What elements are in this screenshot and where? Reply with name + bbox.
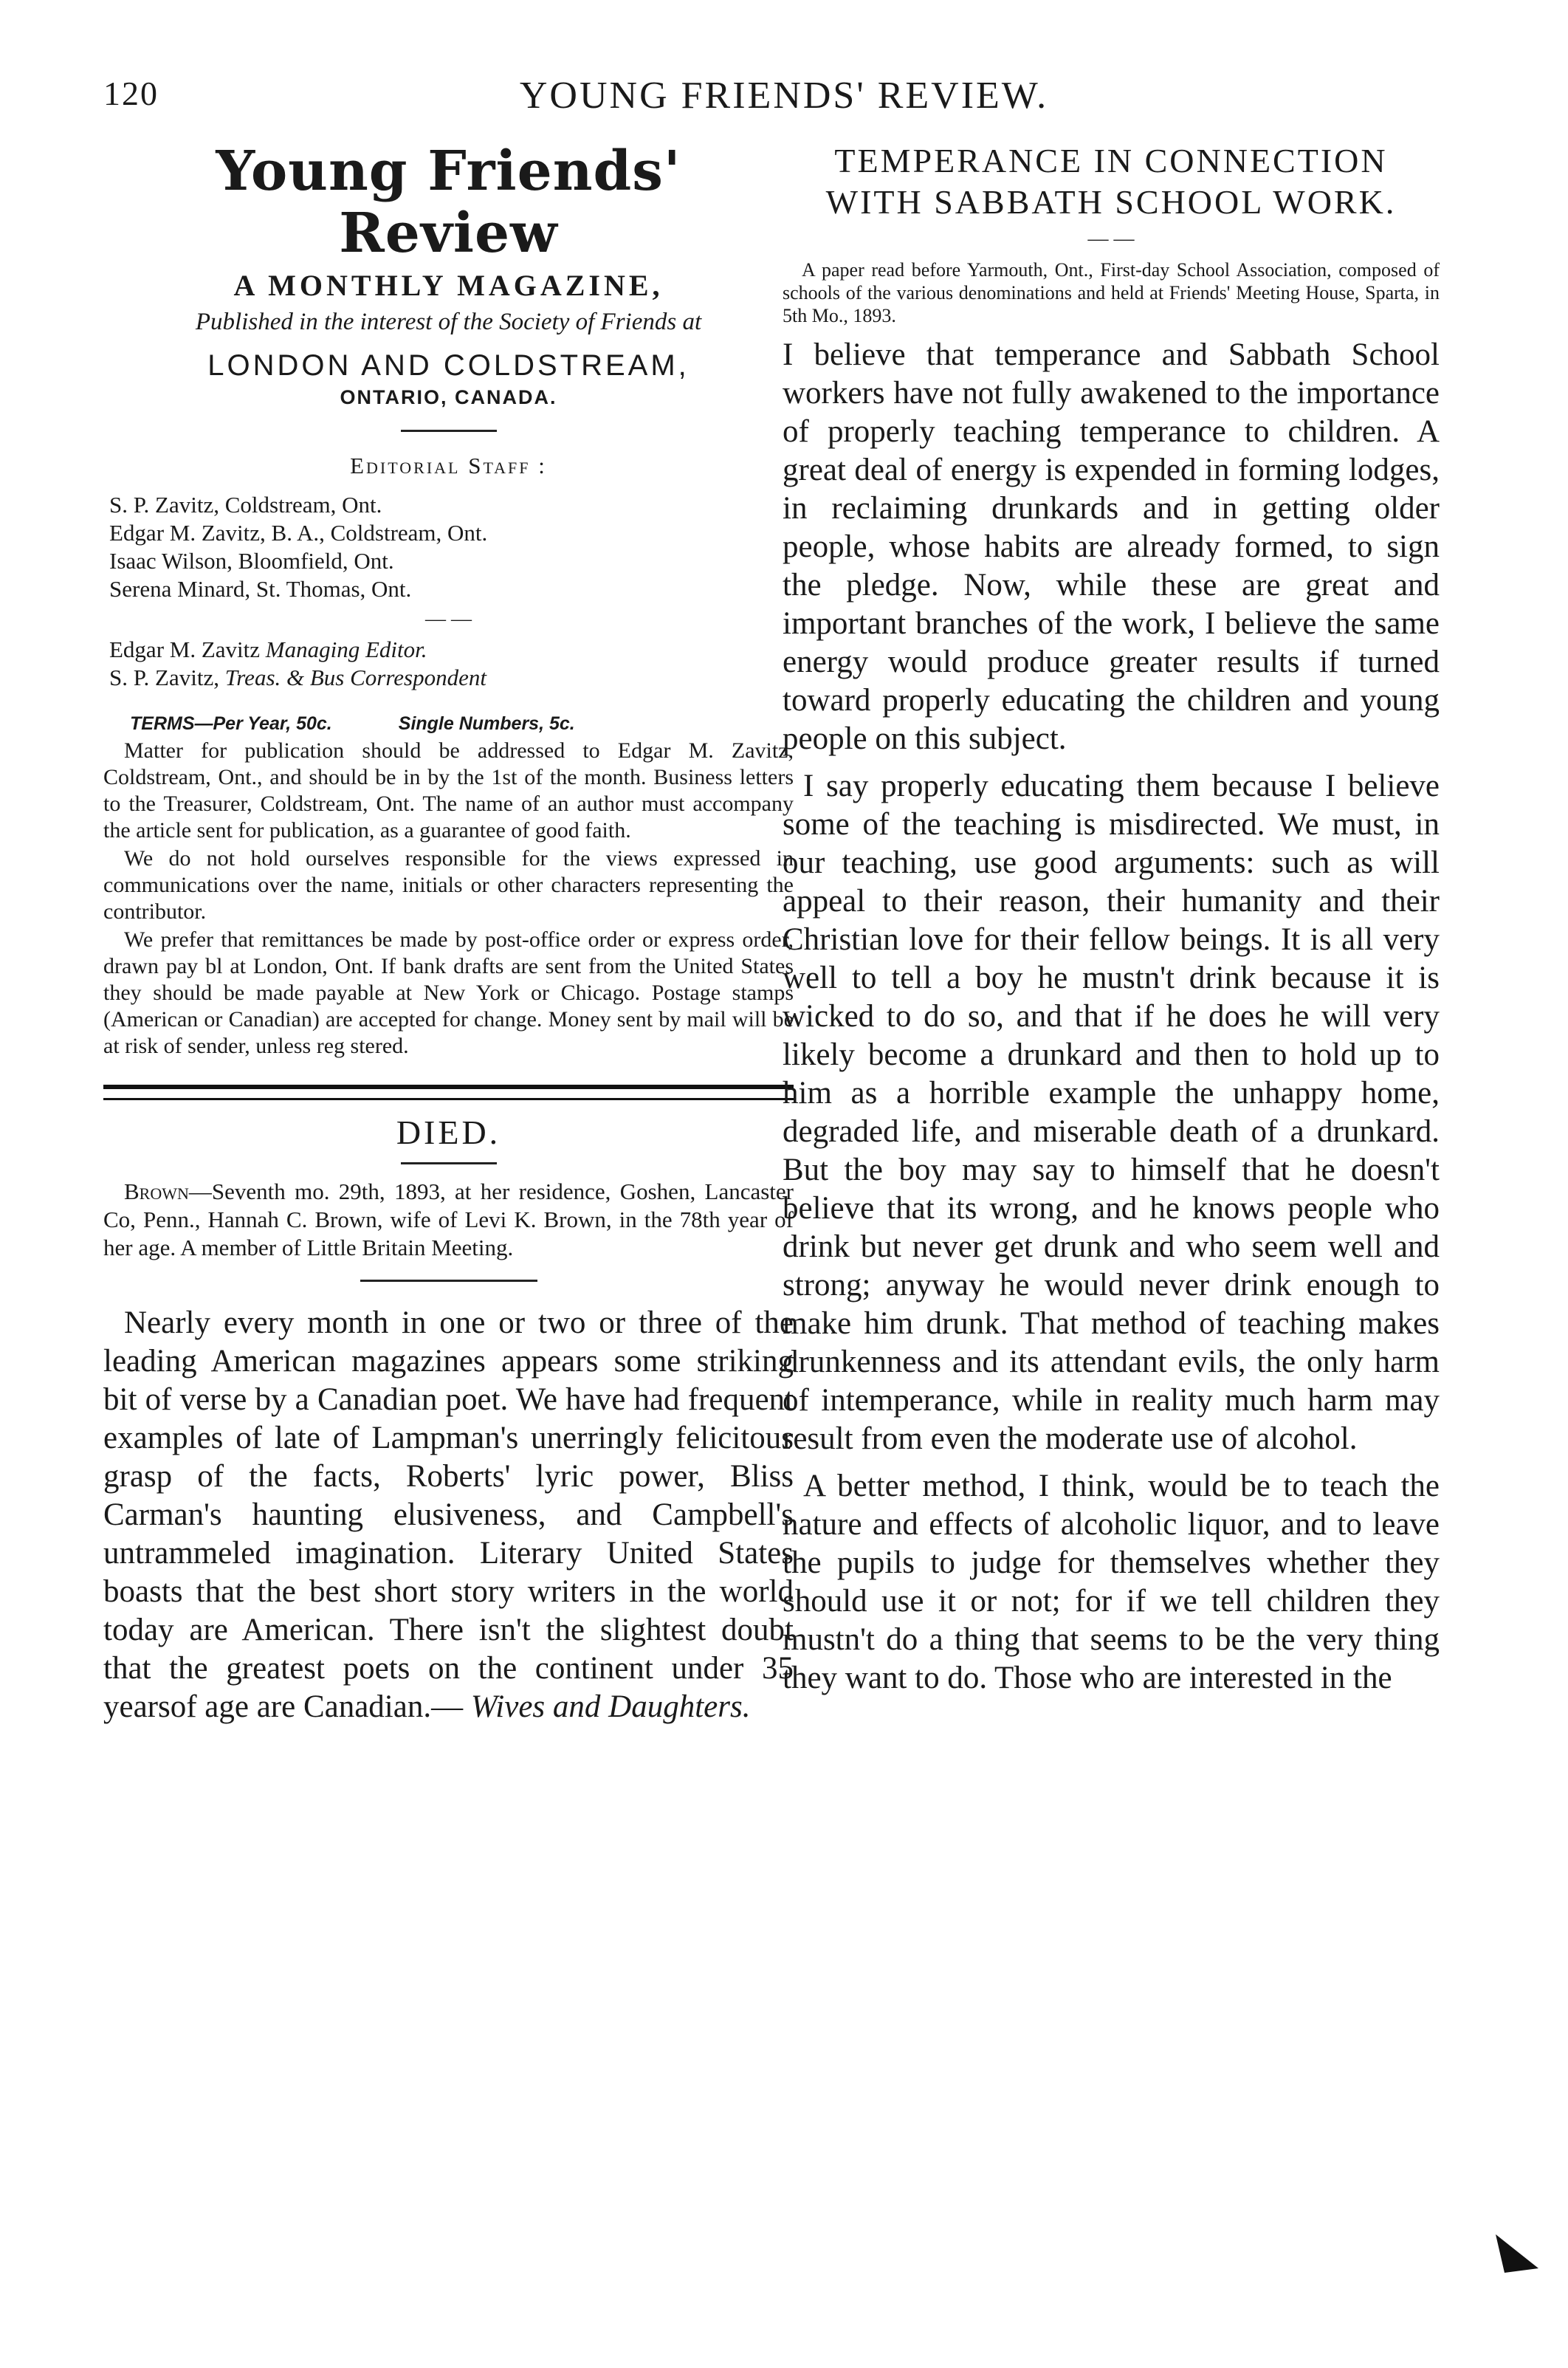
- masthead-title: Young Friends' Review: [216, 140, 681, 265]
- article-paragraph: I believe that temperance and Sabbath School workers have not fully awakened to the importance of properly teaching temperance to children. A great deal of energy is expended in forming lodges, in reclaiming drunkards and in getting older people, whose habits are already formed, to sign the pledge. Now, while these are great and important branches of the work, I believe the same energy would produce greater results if turned toward properly educating the children and young people on this subject.: [783, 337, 1440, 756]
- terms-single: Single Numbers, 5c.: [398, 713, 575, 734]
- treasurer-role: Treas. & Bus Correspondent: [224, 665, 486, 690]
- staff-member: Serena Minard, St. Thomas, Ont.: [109, 576, 412, 602]
- masthead-published: Published in the interest of the Society of Friends at: [195, 309, 702, 335]
- article-title: TEMPERANCE IN CONNECTION WITH SABBATH SCHOOL WORK.: [825, 142, 1397, 221]
- died-notice: [103, 1178, 794, 1262]
- article-source: Wives and Daughters.: [470, 1689, 751, 1724]
- staff-heading: Editorial Staff :: [350, 453, 547, 478]
- separator: — —: [425, 608, 472, 631]
- divider: [360, 1280, 537, 1282]
- article-paragraph: I say properly educating them because I believe some of the teaching is misdirected. We must, in our teaching, use good arguments: such as will appeal to their reason, their humanity and their Christian love for their fellow beings. It is all very well to tell a boy he mustn't drink because it is wicked to do so, and that if he does he will very likely become a drunkard and then to hold up to him as a horrible example the unhappy home, degraded life, and miserable death of a drunkard. But the boy may say to himself that he doesn't believe that its wrong, and he knows people who drink but never get drunk and who seem well and strong; anyway he would never drink enough to make him drunk. That method of teaching makes drunkenness and its attendant evils, the only harm of intemperance, while in reality much harm may result from even the moderate use of alcohol.: [783, 769, 1440, 1456]
- article-text: Nearly every month in one or two or three of the leading American magazines appears some striking bit of verse by a Canadian poet. We have had frequent examples of late of Lampman's unerringly felicitous grasp of the facts, Roberts' lyric power, Bliss Carman's haunting elusiveness, and Campbell's untrammeled imagination. Literary United States boasts that the best short story writers in the world today are American. There isn't the slightest doubt that the greatest poets on the continent under 35 yearsof age are Canadian.—: [103, 1305, 794, 1724]
- left-column: [103, 140, 794, 1726]
- managing-editor-name: Edgar M. Zavitz: [109, 636, 261, 662]
- page-turn-arrow-icon: [1491, 2230, 1543, 2282]
- terms-per-year: TERMS—Per Year, 50c.: [130, 713, 332, 734]
- notice-paragraph: We do not hold ourselves responsible for the views expressed in communications over the name, initials or other characters representing the contributor.: [103, 846, 794, 924]
- article-intro: A paper read before Yarmouth, Ont., First-day School Association, composed of schools of the various denominations and held at Friends' Meeting House, Sparta, in 5th Mo., 1893.: [783, 259, 1440, 326]
- died-name: Brown: [124, 1178, 189, 1204]
- staff-member: Isaac Wilson, Bloomfield, Ont.: [109, 548, 394, 574]
- managing-editor: [103, 636, 794, 664]
- notice-paragraph: Matter for publication should be addressed to Edgar M. Zavitz, Coldstream, Ont., and should be in by the 1st of the month. Business letters to the Treasurer, Coldstream, Ont. The name of an author must accompany the article sent for publication, as a guarantee of good faith.: [103, 738, 794, 842]
- right-column: [783, 140, 1440, 1698]
- terms: [103, 711, 794, 736]
- notice-paragraph: We prefer that remittances be made by post-office order or express order, drawn pay bl at London, Ont. If bank drafts are sent from the United States they should be made payable at New York or Chicago. Postage stamps (American or Canadian) are accepted for change. Money sent by mail will be at risk of sender, unless reg stered.: [103, 927, 794, 1058]
- separator: — —: [1087, 227, 1135, 250]
- staff-member: Edgar M. Zavitz, B. A., Coldstream, Ont.: [109, 520, 488, 546]
- staff-member: S. P. Zavitz, Coldstream, Ont.: [109, 492, 382, 518]
- double-rule: [103, 1085, 794, 1100]
- died-heading: DIED.: [396, 1113, 501, 1151]
- article-paragraph: A better method, I think, would be to teach the nature and effects of alcoholic liquor, and to leave the pupils to judge for themselves whether they should use it or not; for if we tell children they mustn't do a thing that seems to be the very thing they want to do. Those who are interested in the: [783, 1469, 1440, 1695]
- article-canadian-poets: [103, 1304, 794, 1726]
- divider: [401, 1162, 497, 1164]
- managing-editor-role: Managing Editor.: [265, 636, 427, 662]
- treasurer-name: S. P. Zavitz,: [109, 665, 219, 690]
- running-head: YOUNG FRIENDS' REVIEW.: [519, 75, 1049, 117]
- page-header: [0, 74, 1568, 126]
- divider: [401, 430, 497, 432]
- masthead-subtitle: A MONTHLY MAGAZINE,: [233, 269, 664, 302]
- died-text: —Seventh mo. 29th, 1893, at her residence, Goshen, Lancaster Co, Penn., Hannah C. Brown, wife of Levi K. Brown, in the 78th year of her age. A member of Little Britain Meeting.: [103, 1178, 794, 1260]
- page-number: 120: [103, 75, 159, 112]
- treasurer: [103, 664, 794, 692]
- masthead-place: LONDON AND COLDSTREAM,: [207, 349, 690, 382]
- masthead-country: ONTARIO, CANADA.: [340, 386, 557, 408]
